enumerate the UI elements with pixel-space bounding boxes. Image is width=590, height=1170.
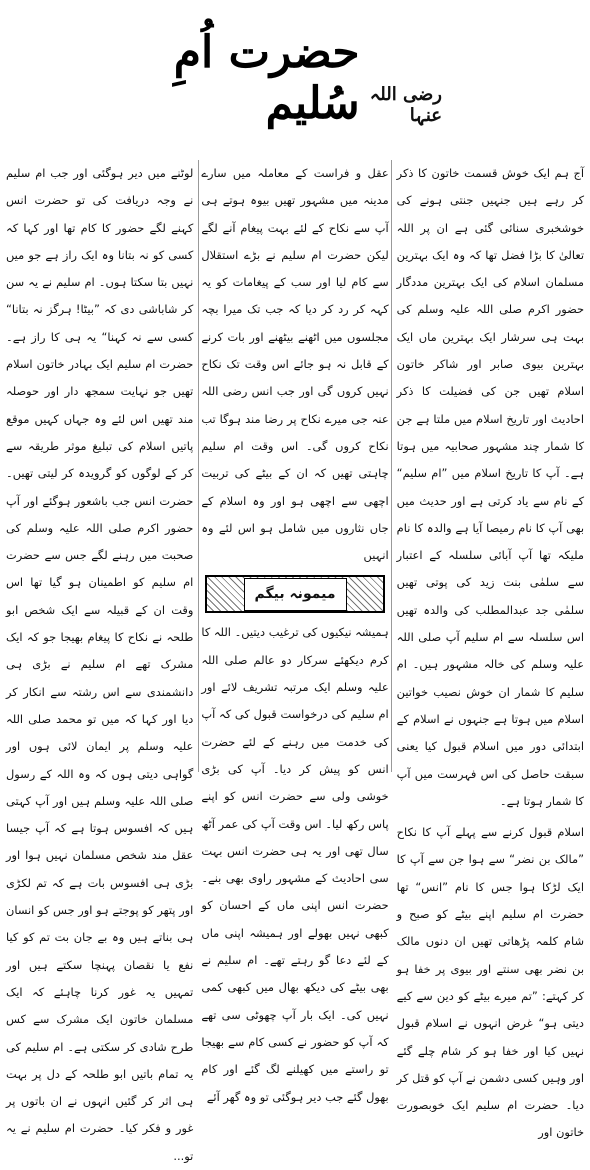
title-main: حضرت اُمِ سُلیم xyxy=(173,27,360,129)
paragraph: لوٹنے میں دیر ہوگئی اور جب ام سلیم نے وجہ دریافت کی تو حضرت انس کہنے لگے حضور کا کام تھا اور کہا کہ کسی کو نہ بتانا وہ ایک راز ہے جو میں نہیں بتا سکتا ہوں۔ ام سلیم نے یہ سن کر شاباشی دی کہ ”بیٹا! ہرگز نہ بتانا“ کسی سے نہ کہنا“ یہ ہی کا راز ہے۔ حضرت ام سلیم ایک بہادر خاتون اسلام تھیں جو نہایت سمجھ دار اور حوصلہ مند تھیں اس لئے وہ جہاں کہیں موقع پاتیں اسلام کی تبلیغ موثر طریقہ سے کر کے لوگوں کو گرویدہ کر لیتی تھیں۔ حضرت انس جب باشعور ہوگئے اور آپ حضور اکرم صلی اللہ علیہ وسلم کی صحبت میں رہنے لگے جس سے حضرت ام سلیم کو اطمینان ہو گیا تھا اس وقت ان کے قبیلہ سے ایک شخص ابو طلحہ نے نکاح کا پیغام بھیجا جو کہ ایک مشرک تھے ام سلیم نے بڑی ہی دانشمندی سے اس رشتہ سے انکار کر دیا اور کہا کہ میں تو محمد صلی اللہ علیہ وسلم پر ایمان لائی ہوں اور گواہی دیتی ہوں کہ وہ اللہ کے رسول صلی اللہ علیہ وسلم ہیں اور آپ کہتی ہیں کہ افسوس ہوتا ہے کہ آپ جیسا عقل مند شخص مسلمان نہیں ہوا اور بڑی ہی افسوس بات ہے کہ تم لکڑی اور پتھر کو پوجتے ہو اور جس کو انسان ہی بناتے ہیں وہ بے جان بت تم کو کیا نفع یا نقصان پہنچا سکتے ہیں اور تمہیں یہ غور کرنا چاہئے کہ ایک مسلمان خاتون ایک مشرک سے کس طرح شادی کر سکتی ہے۔ ام سلیم کی یہ تمام باتیں ابو طلحہ کے دل پر بہت ہی اثر کر گئیں انہوں نے ان باتوں پر غور و فکر کیا۔ حضرت ام سلیم نے یہ تو... xyxy=(6,166,194,1163)
paragraph: ہمیشہ نیکیوں کی ترغیب دیتیں۔ اللہ کا کرم دیکھئے سرکار دو عالم صلی اللہ علیہ وسلم ایک مرتبہ تشریف لائے اور ام سلیم کی درخواست قبول کی کہ آپ کی خدمت میں رہنے کے لئے حضرت انس کو پیش کر دیا۔ آپ کی بڑی خوشی ولی سے حضرت انس کو اپنے پاس رکھ لیا۔ اس وقت آپ کی عمر آٹھ سال تھی اور یہ ہی حضرت انس بہت سی احادیث کے مشہور راوی بھی بنے۔ حضرت انس اپنی ماں کے احسان کو کبھی نہیں بھولے اور ہمیشہ اپنی ماں کے لئے دعا گو رہتے تھے۔ ام سلیم نے بھی بیٹے کی دیکھ بھال میں کبھی کمی نہیں کی۔ ایک بار آپ چھوٹی سی تھے کہ آپ کو حضور نے کسی کام سے بھیجا تو راستے میں کھیلنے لگ گئے اور کام بھول گئے جب دیر ہوگئی تو وہ گھر آئے xyxy=(201,625,389,1104)
author-byline-box xyxy=(205,575,384,613)
article-title xyxy=(140,8,450,148)
column-right xyxy=(396,160,584,1140)
paragraph: عقل و فراست کے معاملہ میں سارے مدینہ میں مشہور تھیں بیوہ ہوتے ہی آپ سے نکاح کے لئے بہت پیغام آنے لگے لیکن حضرت ام سلیم نے بڑے استقلال سے کام لیا اور سب کے پیغامات کو یہ کہہ کر رد کر دیا کہ جب تک میرا بچہ مجلسوں میں اٹھنے بیٹھنے اور بات کرنے کے قابل نہ ہو جائے اس وقت تک نکاح نہیں کروں گی اور جب انس رضی اللہ عنہ جی میرے نکاح پر رضا مند ہوگا تب نکاح کروں گی۔ اس وقت ام سلیم چاہتی تھیں کہ ان کے بیٹے کی تربیت اچھی سے اچھی ہو اور وہ اسلام کے جاں نثاروں میں شامل ہو اس لئے وہ انہیں xyxy=(201,166,389,563)
title-honorific: رضی اللہ عنہا xyxy=(369,84,442,126)
column-middle xyxy=(201,160,389,1104)
paragraph: آج ہم ایک خوش قسمت خاتون کا ذکر کر رہے ہیں جنہیں جنتی ہونے کی خوشخبری سنائی گئی ہے ان پر اللہ تعالیٰ کا بڑا فضل تھا کہ وہ ایک بہترین مسلمان اسلام کی ایک بہترین مددگار حضور اکرم صلی اللہ علیہ وسلم کی بہت ہی سرشار ایک بہترین ماں ایک بہترین بیوی صابر اور شاکر خاتون اسلام تھیں جن کی فضیلت کا ذکر احادیث اور تاریخ اسلام میں ملتا ہے جن کا شمار چند مشہور صحابیہ میں ہوتا ہے۔ آپ کا تاریخ اسلام میں ”ام سلیم“ کے نام سے یاد کرتی ہے اور حدیث میں بھی آپ کا نام رمیصا آیا ہے والدہ کا نام ملیکہ تھا آپ آبائی سلسلہ کے اعتبار سے سلمٰی بنت زید کی پوتی تھیں سلمٰی جد عبدالمطلب کی والدہ تھیں اس سلسلہ سے ام سلیم آپ صلی اللہ علیہ وسلم کی خالہ مشہور ہیں۔ ام سلیم کا شمار ان خوش نصیب خواتین اسلام میں ہوتا ہے جنہوں نے اسلام کے ابتدائی دور میں اسلام قبول کیا یعنی سبقت حاصل کی اس فہرست میں آپ کا شمار ہوتا ہے۔ xyxy=(396,166,584,808)
paragraph: اسلام قبول کرنے سے پہلے آپ کا نکاح ”مالک بن نضر“ سے ہوا جن سے آپ کا ایک لڑکا ہوا جس کا نام ”انس“ تھا حضرت ام سلیم اپنے بیٹے کو صبح و شام کلمہ پڑھاتی تھیں ان دنوں مالک بن نضر بھی سنتے اور بیوی پر خفا ہو کر کہتے: ”تم میرے بیٹے کو دین سے کیے دیتی ہو“ غرض انہوں نے اسلام قبول نہیں کیا اور خفا ہو کر شام چلے گئے اور وہیں کسی دشمن نے آپ کو قتل کر دیا۔ حضرت ام سلیم ایک خوبصورت خاتون اور xyxy=(396,825,584,1140)
author-byline: میمونہ بیگم xyxy=(244,578,347,611)
article-body xyxy=(6,160,584,1163)
column-left xyxy=(6,160,194,1163)
